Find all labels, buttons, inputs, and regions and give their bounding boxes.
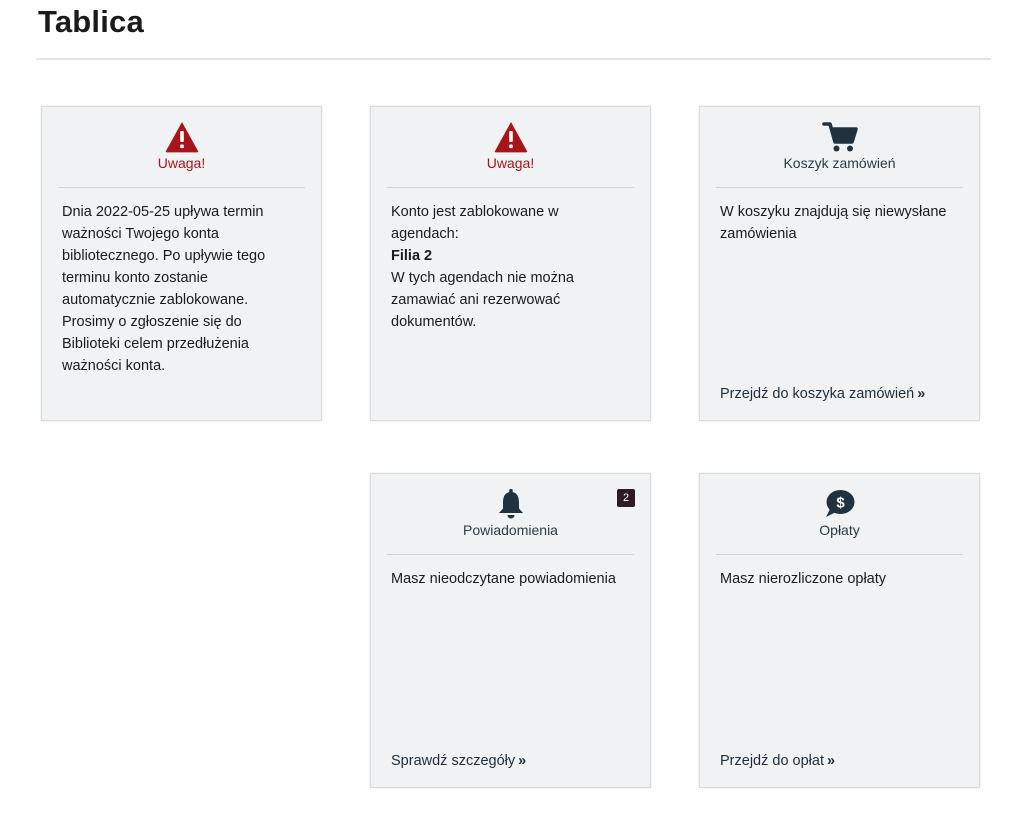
card-heading: Uwaga!	[157, 155, 206, 171]
go-to-fees-link[interactable]	[720, 753, 833, 769]
message-line: Konto jest zablokowane w	[391, 204, 559, 220]
card-header	[387, 107, 634, 188]
double-chevron-right-icon: »	[826, 753, 834, 769]
message-line: W koszyku znajdują się niewysłane	[720, 204, 947, 220]
card-heading: Uwaga!	[486, 155, 535, 171]
card-heading: Opłaty	[819, 522, 860, 538]
card-message	[62, 201, 307, 377]
card-message	[391, 201, 636, 333]
message-line: Dnia 2022-05-25 upływa termin	[62, 204, 264, 220]
order-cart-card	[699, 106, 980, 421]
message-line: ważności konta.	[62, 358, 166, 374]
card-header	[58, 107, 305, 188]
bell-icon	[493, 487, 529, 521]
message-line: zamówienia	[720, 226, 797, 242]
link-label: Przejdź do opłat	[720, 753, 824, 769]
link-label: Sprawdź szczegóły	[391, 753, 516, 769]
warning-triangle-icon	[164, 120, 200, 154]
warning-triangle-icon	[493, 120, 529, 154]
message-line: Biblioteki celem przedłużenia	[62, 336, 249, 352]
double-chevron-right-icon: »	[917, 386, 924, 402]
message-line: W tych agendach nie można	[391, 270, 574, 286]
message-line: Masz nierozliczone opłaty	[720, 571, 887, 587]
card-message	[391, 568, 636, 590]
blocked-agency-name: Filia 2	[391, 248, 433, 264]
card-heading: Powiadomienia	[463, 522, 558, 538]
card-header	[387, 474, 634, 555]
page-title: Tablica	[38, 4, 144, 39]
message-line: agendach:	[391, 226, 459, 242]
fees-card	[699, 473, 980, 788]
card-header	[716, 474, 963, 555]
check-details-link[interactable]	[391, 753, 524, 769]
shopping-cart-icon	[822, 120, 858, 154]
message-line: automatycznie zablokowane.	[62, 292, 249, 308]
message-line: Prosimy o zgłoszenie się do	[62, 314, 242, 330]
blocked-account-card	[370, 106, 651, 421]
svg-text:$: $	[835, 494, 845, 512]
card-header	[716, 107, 963, 188]
message-line: zamawiać ani rezerwować	[391, 292, 561, 308]
card-message	[720, 201, 965, 245]
card-message	[720, 568, 965, 590]
title-divider	[36, 58, 991, 60]
message-line: terminu konto zostanie	[62, 270, 208, 286]
card-heading: Koszyk zamówień	[783, 155, 896, 171]
double-chevron-right-icon: »	[518, 753, 525, 769]
dollar-speech-bubble-icon	[822, 487, 858, 521]
message-line: bibliotecznego. Po upływie tego	[62, 248, 266, 264]
go-to-cart-link[interactable]	[720, 386, 923, 402]
expiry-warning-card	[41, 106, 322, 421]
message-line: Masz nieodczytane powiadomienia	[391, 571, 616, 587]
notification-count-badge: 2	[617, 489, 635, 507]
notifications-card	[370, 473, 651, 788]
link-label: Przejdź do koszyka zamówień	[720, 386, 915, 402]
message-line: dokumentów.	[391, 314, 477, 330]
message-line: ważności Twojego konta	[62, 226, 219, 242]
